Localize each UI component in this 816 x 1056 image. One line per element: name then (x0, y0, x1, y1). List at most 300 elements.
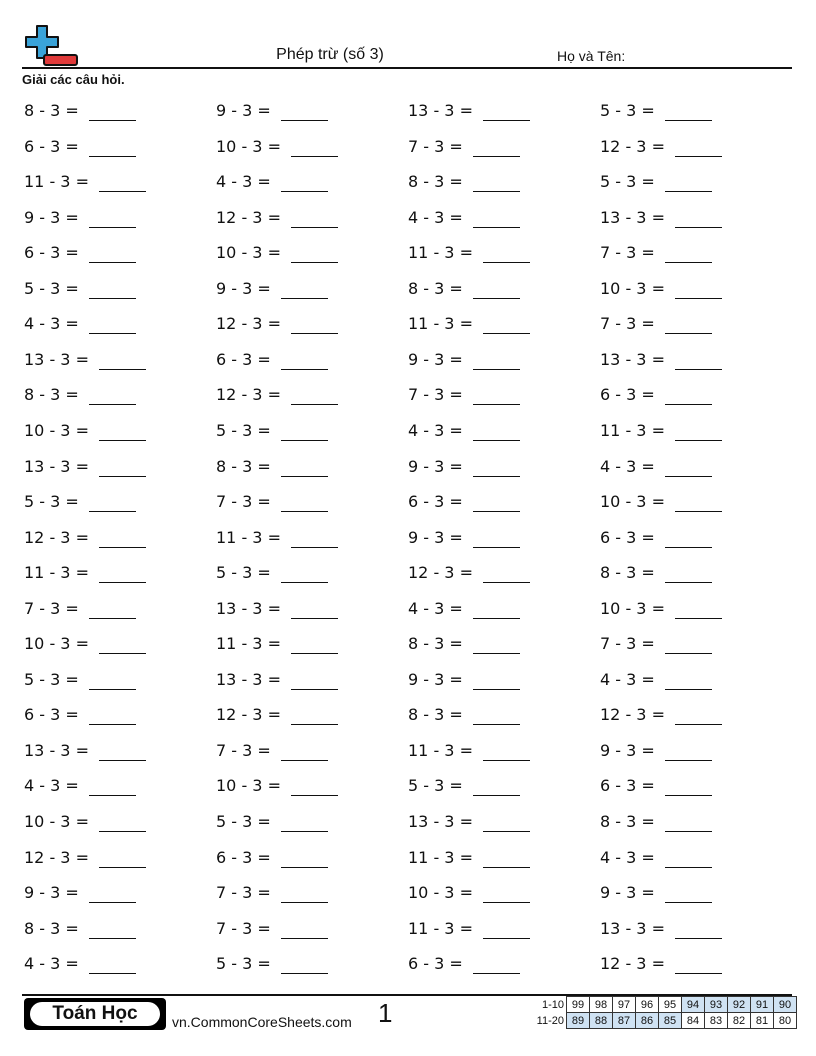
answer-blank[interactable] (281, 955, 328, 974)
answer-blank[interactable] (281, 493, 328, 512)
answer-blank[interactable] (89, 102, 136, 121)
answer-blank[interactable] (675, 706, 722, 725)
answer-blank[interactable] (675, 920, 722, 939)
answer-blank[interactable] (291, 209, 338, 228)
problem-expression: 9 - 3 = (408, 527, 463, 547)
page-title: Phép trừ (số 3) (276, 46, 384, 63)
problem-item (24, 701, 136, 725)
answer-blank[interactable] (89, 315, 136, 334)
problem-expression: 6 - 3 = (216, 349, 271, 369)
score-cell: 93 (705, 997, 728, 1013)
problem-expression: 8 - 3 = (24, 101, 79, 120)
answer-blank[interactable] (99, 458, 146, 477)
answer-blank[interactable] (291, 244, 338, 263)
problem-item (408, 417, 520, 441)
problem-item (408, 559, 530, 583)
problem-expression: 5 - 3 = (216, 420, 271, 440)
answer-blank[interactable] (665, 671, 712, 690)
problem-expression: 12 - 3 = (216, 705, 281, 725)
problem-expression: 5 - 3 = (600, 101, 655, 120)
score-cell: 84 (682, 1013, 705, 1029)
answer-blank[interactable] (473, 635, 520, 654)
problem-item (216, 915, 328, 939)
answer-blank[interactable] (281, 102, 328, 121)
answer-blank[interactable] (675, 351, 722, 370)
problem-item (24, 915, 136, 939)
problem-expression: 13 - 3 = (600, 918, 665, 938)
answer-blank[interactable] (281, 458, 328, 477)
answer-blank[interactable] (473, 955, 520, 974)
score-cell: 90 (774, 997, 797, 1013)
problem-item (24, 168, 146, 192)
problem-expression: 10 - 3 = (600, 598, 665, 618)
problem-item (600, 168, 712, 192)
score-row (530, 1013, 797, 1029)
problem-item (216, 524, 338, 548)
problem-expression: 13 - 3 = (24, 456, 89, 476)
problem-item (24, 950, 136, 974)
answer-blank[interactable] (665, 244, 712, 263)
problem-item (408, 772, 520, 796)
score-cell: 80 (774, 1013, 797, 1029)
answer-blank[interactable] (665, 849, 712, 868)
problem-expression: 6 - 3 = (600, 385, 655, 405)
instructions: Giải các câu hỏi. (22, 72, 125, 87)
answer-blank[interactable] (89, 493, 136, 512)
problem-item (216, 97, 328, 121)
problem-item (600, 844, 712, 868)
answer-blank[interactable] (89, 244, 136, 263)
answer-blank[interactable] (665, 564, 712, 583)
problem-item (408, 204, 520, 228)
answer-blank[interactable] (473, 706, 520, 725)
answer-blank[interactable] (281, 351, 328, 370)
score-cell: 91 (751, 997, 774, 1013)
problem-expression: 9 - 3 = (408, 349, 463, 369)
answer-blank[interactable] (675, 493, 722, 512)
answer-blank[interactable] (665, 529, 712, 548)
problem-expression: 10 - 3 = (24, 812, 89, 831)
answer-blank[interactable] (665, 315, 712, 334)
problem-expression: 11 - 3 = (600, 420, 665, 440)
score-row-label: 11-20 (536, 1014, 564, 1027)
problem-item (216, 630, 338, 654)
problem-item (216, 488, 328, 512)
score-cell: 94 (682, 997, 705, 1013)
problem-expression: 12 - 3 = (600, 954, 665, 974)
problem-expression: 9 - 3 = (216, 101, 271, 120)
answer-blank[interactable] (473, 386, 520, 405)
score-cell: 81 (751, 1013, 774, 1029)
problem-expression: 12 - 3 = (216, 385, 281, 405)
problem-expression: 7 - 3 = (24, 598, 79, 618)
name-field-label: Họ và Tên: (557, 48, 626, 64)
answer-blank[interactable] (675, 600, 722, 619)
problem-expression: 6 - 3 = (600, 776, 655, 796)
problem-item (408, 950, 520, 974)
problem-item (216, 772, 338, 796)
problem-expression: 11 - 3 = (24, 172, 89, 192)
problem-item (216, 808, 328, 832)
answer-blank[interactable] (473, 351, 520, 370)
answer-blank[interactable] (665, 777, 712, 796)
answer-blank[interactable] (675, 138, 722, 157)
problem-expression: 7 - 3 = (408, 385, 463, 405)
problem-item (24, 346, 146, 370)
problem-expression: 4 - 3 = (600, 669, 655, 689)
problem-item (408, 666, 520, 690)
answer-blank[interactable] (89, 600, 136, 619)
problem-expression: 4 - 3 = (408, 420, 463, 440)
problem-expression: 6 - 3 = (24, 243, 79, 263)
problem-expression: 6 - 3 = (24, 136, 79, 156)
problem-item (600, 559, 712, 583)
problem-expression: 13 - 3 = (216, 669, 281, 689)
answer-blank[interactable] (483, 849, 530, 868)
answer-blank[interactable] (281, 920, 328, 939)
answer-blank[interactable] (99, 742, 146, 761)
answer-blank[interactable] (89, 777, 136, 796)
problem-item (408, 168, 520, 192)
answer-blank[interactable] (473, 777, 520, 796)
problem-item (24, 310, 136, 334)
answer-blank[interactable] (281, 813, 328, 832)
problem-expression: 6 - 3 = (216, 847, 271, 867)
problem-item (24, 97, 136, 121)
problem-item (408, 346, 520, 370)
problem-expression: 7 - 3 = (216, 883, 271, 903)
problem-item (216, 275, 328, 299)
problem-expression: 12 - 3 = (24, 527, 89, 547)
problem-expression: 13 - 3 = (600, 207, 665, 227)
answer-blank[interactable] (291, 386, 338, 405)
problem-item (408, 701, 520, 725)
answer-blank[interactable] (99, 173, 146, 192)
answer-blank[interactable] (89, 706, 136, 725)
answer-blank[interactable] (665, 635, 712, 654)
score-cell: 87 (613, 1013, 636, 1029)
problem-item (24, 879, 136, 903)
problem-expression: 13 - 3 = (216, 598, 281, 618)
problem-item (600, 808, 712, 832)
answer-blank[interactable] (675, 955, 722, 974)
problem-expression: 10 - 3 = (216, 776, 281, 796)
problem-expression: 5 - 3 = (24, 669, 79, 689)
problem-expression: 12 - 3 = (216, 314, 281, 334)
problem-item (600, 630, 712, 654)
answer-blank[interactable] (99, 813, 146, 832)
problem-item (600, 666, 712, 690)
answer-blank[interactable] (665, 742, 712, 761)
subject-badge (24, 998, 166, 1030)
answer-blank[interactable] (473, 280, 520, 299)
answer-blank[interactable] (281, 564, 328, 583)
problem-expression: 9 - 3 = (600, 740, 655, 760)
problem-expression: 5 - 3 = (24, 492, 79, 512)
problem-expression: 8 - 3 = (600, 563, 655, 583)
problem-expression: 4 - 3 = (408, 598, 463, 618)
answer-blank[interactable] (291, 635, 338, 654)
answer-blank[interactable] (281, 849, 328, 868)
answer-blank[interactable] (99, 849, 146, 868)
problem-expression: 7 - 3 = (600, 634, 655, 654)
answer-blank[interactable] (89, 386, 136, 405)
answer-blank[interactable] (483, 102, 530, 121)
problem-expression: 10 - 3 = (24, 420, 89, 440)
problem-item (24, 844, 146, 868)
answer-blank[interactable] (291, 600, 338, 619)
answer-blank[interactable] (291, 138, 338, 157)
score-cell: 97 (613, 997, 636, 1013)
problem-expression: 11 - 3 = (408, 847, 473, 867)
answer-blank[interactable] (99, 422, 146, 441)
answer-blank[interactable] (89, 671, 136, 690)
problem-item (216, 168, 328, 192)
answer-blank[interactable] (281, 280, 328, 299)
score-cell: 96 (636, 997, 659, 1013)
problem-expression: 8 - 3 = (216, 456, 271, 476)
answer-blank[interactable] (483, 920, 530, 939)
problem-item (24, 737, 146, 761)
answer-blank[interactable] (291, 315, 338, 334)
answer-blank[interactable] (665, 173, 712, 192)
answer-blank[interactable] (281, 422, 328, 441)
problem-expression: 9 - 3 = (408, 669, 463, 689)
problem-item (408, 97, 530, 121)
answer-blank[interactable] (483, 564, 530, 583)
problem-expression: 8 - 3 = (24, 385, 79, 405)
answer-blank[interactable] (291, 529, 338, 548)
problem-item (408, 310, 530, 334)
problem-item (408, 915, 530, 939)
answer-blank[interactable] (665, 813, 712, 832)
problem-item (600, 453, 712, 477)
answer-blank[interactable] (99, 564, 146, 583)
problem-expression: 6 - 3 = (408, 492, 463, 512)
problem-expression: 6 - 3 = (24, 705, 79, 725)
problem-expression: 4 - 3 = (24, 954, 79, 974)
problem-item (24, 239, 136, 263)
score-cell: 86 (636, 1013, 659, 1029)
problem-expression: 10 - 3 = (600, 278, 665, 298)
problem-expression: 9 - 3 = (24, 883, 79, 903)
problem-item (216, 844, 328, 868)
problem-item (24, 381, 136, 405)
problem-item (600, 275, 722, 299)
answer-blank[interactable] (89, 138, 136, 157)
problem-expression: 7 - 3 = (216, 492, 271, 512)
problem-item (600, 417, 722, 441)
problem-expression: 6 - 3 = (408, 954, 463, 974)
problem-item (24, 417, 146, 441)
problem-expression: 8 - 3 = (408, 278, 463, 298)
answer-blank[interactable] (473, 138, 520, 157)
problem-item (216, 666, 338, 690)
problem-expression: 4 - 3 = (24, 314, 79, 334)
problem-expression: 4 - 3 = (408, 207, 463, 227)
answer-blank[interactable] (675, 209, 722, 228)
problem-item (600, 381, 712, 405)
problem-item (216, 879, 328, 903)
answer-blank[interactable] (89, 209, 136, 228)
problem-item (216, 133, 338, 157)
problem-expression: 10 - 3 = (408, 883, 473, 903)
answer-blank[interactable] (99, 351, 146, 370)
score-cell: 85 (659, 1013, 682, 1029)
answer-blank[interactable] (281, 884, 328, 903)
problem-expression: 7 - 3 = (600, 243, 655, 263)
answer-blank[interactable] (665, 386, 712, 405)
problem-expression: 11 - 3 = (216, 634, 281, 654)
problem-expression: 4 - 3 = (24, 776, 79, 796)
problem-item (24, 630, 146, 654)
problem-expression: 11 - 3 = (408, 314, 473, 334)
problem-expression: 11 - 3 = (408, 740, 473, 760)
problem-item (408, 879, 530, 903)
page-number: 1 (378, 998, 393, 1028)
answer-blank[interactable] (281, 742, 328, 761)
answer-blank[interactable] (89, 920, 136, 939)
score-row (530, 997, 797, 1013)
answer-blank[interactable] (473, 209, 520, 228)
answer-blank[interactable] (99, 635, 146, 654)
problem-item (408, 239, 530, 263)
answer-blank[interactable] (483, 813, 530, 832)
answer-blank[interactable] (483, 742, 530, 761)
problem-item (216, 595, 338, 619)
answer-blank[interactable] (665, 458, 712, 477)
answer-blank[interactable] (89, 955, 136, 974)
problem-item (408, 381, 520, 405)
problem-expression: 13 - 3 = (24, 740, 89, 760)
score-cell: 89 (567, 1013, 590, 1029)
problem-item (24, 204, 136, 228)
problem-item (216, 346, 328, 370)
problem-expression: 13 - 3 = (408, 101, 473, 120)
answer-blank[interactable] (473, 458, 520, 477)
problem-item (600, 950, 722, 974)
problem-expression: 9 - 3 = (600, 883, 655, 903)
problem-expression: 8 - 3 = (600, 812, 655, 831)
problem-expression: 13 - 3 = (600, 349, 665, 369)
answer-blank[interactable] (473, 493, 520, 512)
problem-item (600, 701, 722, 725)
problem-expression: 11 - 3 = (24, 563, 89, 583)
problem-expression: 5 - 3 = (24, 278, 79, 298)
problem-item (600, 772, 712, 796)
answer-blank[interactable] (483, 315, 530, 334)
answer-blank[interactable] (483, 244, 530, 263)
problem-expression: 12 - 3 = (216, 207, 281, 227)
problem-item (24, 666, 136, 690)
problem-item (600, 204, 722, 228)
answer-blank[interactable] (473, 529, 520, 548)
problem-item (216, 381, 338, 405)
score-cell: 83 (705, 1013, 728, 1029)
problem-item (216, 559, 328, 583)
problem-item (24, 133, 136, 157)
score-cell: 99 (567, 997, 590, 1013)
answer-blank[interactable] (665, 102, 712, 121)
problem-expression: 4 - 3 = (600, 847, 655, 867)
problem-item (600, 310, 712, 334)
answer-blank[interactable] (675, 280, 722, 299)
problem-expression: 6 - 3 = (600, 527, 655, 547)
answer-blank[interactable] (89, 280, 136, 299)
problem-item (408, 808, 530, 832)
problem-expression: 10 - 3 = (216, 136, 281, 156)
problem-item (216, 310, 338, 334)
problem-expression: 13 - 3 = (408, 812, 473, 831)
problem-expression: 8 - 3 = (24, 918, 79, 938)
answer-blank[interactable] (483, 884, 530, 903)
problem-item (216, 239, 338, 263)
problem-expression: 5 - 3 = (600, 172, 655, 192)
problem-expression: 10 - 3 = (24, 634, 89, 654)
answer-blank[interactable] (89, 884, 136, 903)
problem-item (408, 133, 520, 157)
problem-item (600, 239, 712, 263)
problem-item (408, 844, 530, 868)
problem-expression: 9 - 3 = (408, 456, 463, 476)
score-cell: 88 (590, 1013, 613, 1029)
answer-blank[interactable] (473, 173, 520, 192)
problem-expression: 7 - 3 = (216, 740, 271, 760)
problem-expression: 12 - 3 = (408, 563, 473, 583)
problem-item (216, 737, 328, 761)
answer-blank[interactable] (281, 173, 328, 192)
subject-badge-label: Toán Học (30, 1002, 160, 1026)
problem-expression: 11 - 3 = (408, 918, 473, 938)
answer-blank[interactable] (665, 884, 712, 903)
site-url: vn.CommonCoreSheets.com (172, 1014, 352, 1030)
score-cell: 95 (659, 997, 682, 1013)
problem-item (216, 417, 328, 441)
problem-expression: 10 - 3 = (216, 243, 281, 263)
answer-blank[interactable] (99, 529, 146, 548)
answer-blank[interactable] (291, 777, 338, 796)
problem-expression: 8 - 3 = (408, 705, 463, 725)
answer-blank[interactable] (473, 671, 520, 690)
problem-item (216, 701, 338, 725)
score-row-label: 1-10 (541, 998, 564, 1011)
answer-blank[interactable] (473, 600, 520, 619)
problem-expression: 9 - 3 = (24, 207, 79, 227)
problem-item (600, 97, 712, 121)
problem-expression: 7 - 3 = (408, 136, 463, 156)
problem-item (600, 524, 712, 548)
problem-expression: 13 - 3 = (24, 349, 89, 369)
problem-item (408, 595, 520, 619)
problem-expression: 5 - 3 = (216, 812, 271, 831)
problem-item (600, 595, 722, 619)
problem-expression: 5 - 3 = (216, 563, 271, 583)
problem-item (408, 524, 520, 548)
problem-item (408, 275, 520, 299)
problem-item (24, 559, 146, 583)
problem-expression: 7 - 3 = (600, 314, 655, 334)
problem-expression: 10 - 3 = (600, 492, 665, 512)
problem-item (600, 915, 722, 939)
problem-item (24, 524, 146, 548)
answer-blank[interactable] (291, 706, 338, 725)
answer-blank[interactable] (473, 422, 520, 441)
answer-blank[interactable] (675, 422, 722, 441)
answer-blank[interactable] (291, 671, 338, 690)
problem-item (600, 488, 722, 512)
problem-item (600, 133, 722, 157)
problem-item (408, 488, 520, 512)
